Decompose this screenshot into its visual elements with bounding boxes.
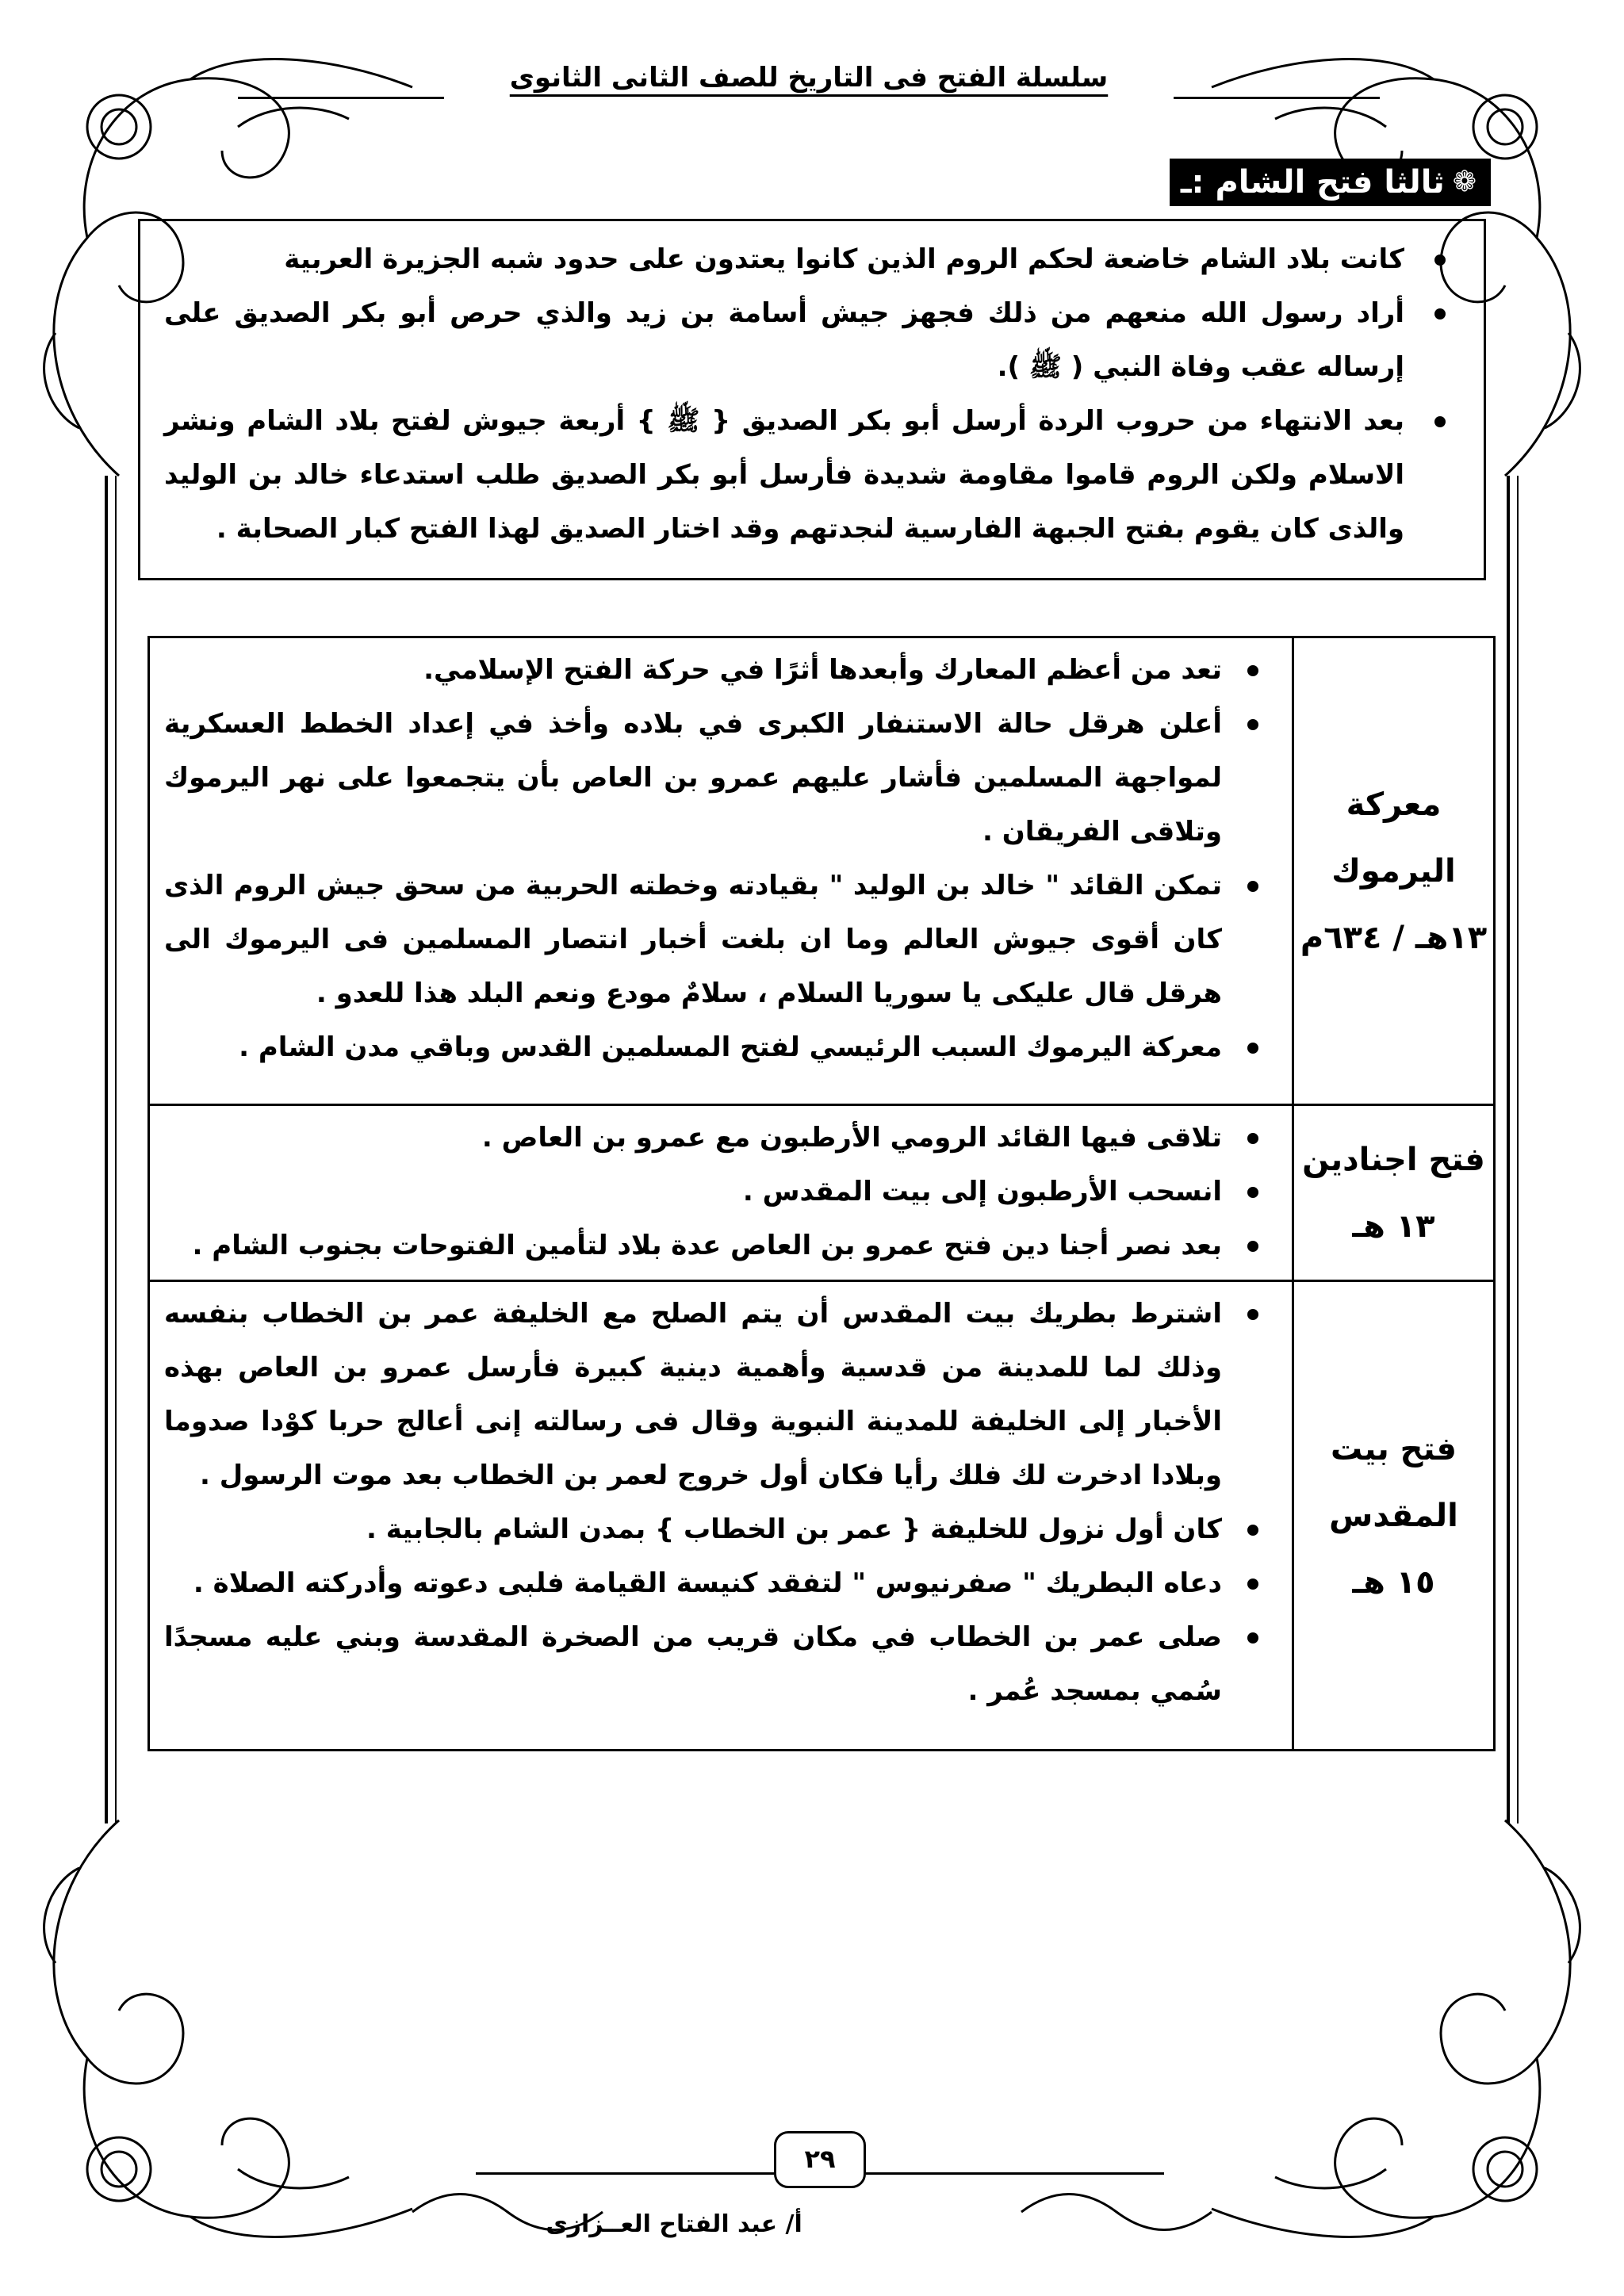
battle-date: ١٣هـ / ٦٣٤م bbox=[1300, 919, 1488, 956]
battle-title-line: اليرموك bbox=[1331, 852, 1456, 890]
battle-point: تلاقى فيها القائد الرومي الأرطبون مع عمرو بن العاص . bbox=[164, 1111, 1268, 1165]
author-name: أ/ عبد الفتاح العــزازى bbox=[546, 2210, 802, 2238]
battle-title-line: فتح بيت bbox=[1331, 1430, 1457, 1468]
table-row bbox=[149, 637, 1495, 1105]
battle-title-ajnadayn bbox=[1293, 1105, 1495, 1281]
battles-table bbox=[147, 636, 1496, 1751]
battle-date: ١٣ هـ bbox=[1352, 1207, 1435, 1245]
table-row bbox=[149, 1281, 1495, 1751]
flower-icon: ❁ bbox=[1452, 166, 1477, 198]
battle-date: ١٥ هـ bbox=[1352, 1563, 1435, 1601]
section-heading-text: ثالثا فتح الشام :ـ bbox=[1180, 164, 1445, 201]
battle-title-jerusalem bbox=[1293, 1281, 1495, 1751]
battle-title-line: معركة bbox=[1346, 786, 1442, 823]
header-rule-left bbox=[238, 97, 444, 99]
battle-point: أعلن هرقل حالة الاستنفار الكبرى في بلاده وأخذ في إعداد الخطط العسكرية لمواجهة المسلمين فأشار عليهم عمرو بن العاص بأن يتجمعوا على نهر اليرموك وتلاقى الفريقان . bbox=[164, 697, 1268, 859]
header-rule-right bbox=[1174, 97, 1380, 99]
intro-point: أراد رسول الله منعهم من ذلك فجهز جيش أسامة بن زيد والذي حرص أبو بكر الصديق على إرساله عقب وفاة النبي ( ﷺ ). bbox=[164, 286, 1452, 394]
footer-rule-left bbox=[476, 2172, 774, 2175]
battle-title-line: فتح اجنادين bbox=[1302, 1141, 1485, 1178]
battle-point: اشترط بطريك بيت المقدس أن يتم الصلح مع الخليفة عمر بن الخطاب بنفسه وذلك لما للمدينة من قدسية وأهمية دينية كبيرة فأرسل عمرو بن العاص بهذه الأخبار إلى الخليفة للمدينة النبوية وقال فى رسالته إنى أعالج حربا كوْدا صدوما وبلادا ادخرت لك فلك رأيا فكان أول خروج لعمر بن الخطاب بعد موت الرسول . bbox=[164, 1287, 1268, 1502]
battle-point: كان أول نزول للخليفة { عمر بن الخطاب } بمدن الشام بالجابية . bbox=[164, 1502, 1268, 1556]
table-row bbox=[149, 1105, 1495, 1281]
corner-ornament-bottom-left bbox=[44, 1820, 412, 2237]
section-heading bbox=[1170, 159, 1491, 206]
battle-point: معركة اليرموك السبب الرئيسي لفتح المسلمين القدس وباقي مدن الشام . bbox=[164, 1020, 1268, 1074]
series-title: سلسلة الفتح فى التاريخ للصف الثانى الثانوى bbox=[509, 62, 1109, 94]
intro-point: بعد الانتهاء من حروب الردة أرسل أبو بكر الصديق { ﷺ } أربعة جيوش لفتح بلاد الشام ونشر الاسلام ولكن الروم قاموا مقاومة شديدة فأرسل أبو بكر الصديق طلب استدعاء خالد بن الوليد والذى كان يقوم بفتح الجبهة الفارسية لنجدتهم وقد اختار الصديق لهذا الفتح كبار الصحابة . bbox=[164, 394, 1452, 556]
battle-point: تمكن القائد " خالد بن الوليد " بقيادته وخطته الحربية من سحق جيش الروم الذى كان أقوى جيوش العالم وما ان بلغت أخبار انتصار المسلمين فى اليرموك الى هرقل قال عليكى يا سوريا السلام ، سلامٌ مودع ونعم البلد هذا للعدو . bbox=[164, 859, 1268, 1020]
battle-point: تعد من أعظم المعارك وأبعدها أثرًا في حركة الفتح الإسلامي. bbox=[164, 643, 1268, 697]
battle-points-yarmouk bbox=[149, 637, 1293, 1105]
footer-rule-right bbox=[866, 2172, 1164, 2175]
battle-point: دعاه البطريك " صفرنيوس " لتفقد كنيسة القيامة فلبى دعوته وأدركته الصلاة . bbox=[164, 1556, 1268, 1610]
battle-point: انسحب الأرطبون إلى بيت المقدس . bbox=[164, 1165, 1268, 1219]
battle-points-ajnadayn bbox=[149, 1105, 1293, 1281]
intro-box bbox=[138, 219, 1486, 580]
battle-title-yarmouk bbox=[1293, 637, 1495, 1105]
battle-points-jerusalem bbox=[149, 1281, 1293, 1751]
battle-point: بعد نصر أجنا دين فتح عمرو بن العاص عدة بلاد لتأمين الفتوحات بجنوب الشام . bbox=[164, 1219, 1268, 1272]
corner-ornament-bottom-right bbox=[1212, 1820, 1580, 2237]
battle-title-line: المقدس bbox=[1329, 1497, 1458, 1534]
battle-point: صلى عمر بن الخطاب في مكان قريب من الصخرة المقدسة وبني عليه مسجدًا سُمي بمسجد عُمر . bbox=[164, 1610, 1268, 1718]
intro-point: كانت بلاد الشام خاضعة لحكم الروم الذين كانوا يعتدون على حدود شبه الجزيرة العربية bbox=[164, 232, 1452, 286]
page-number: ٢٩ bbox=[774, 2131, 866, 2188]
